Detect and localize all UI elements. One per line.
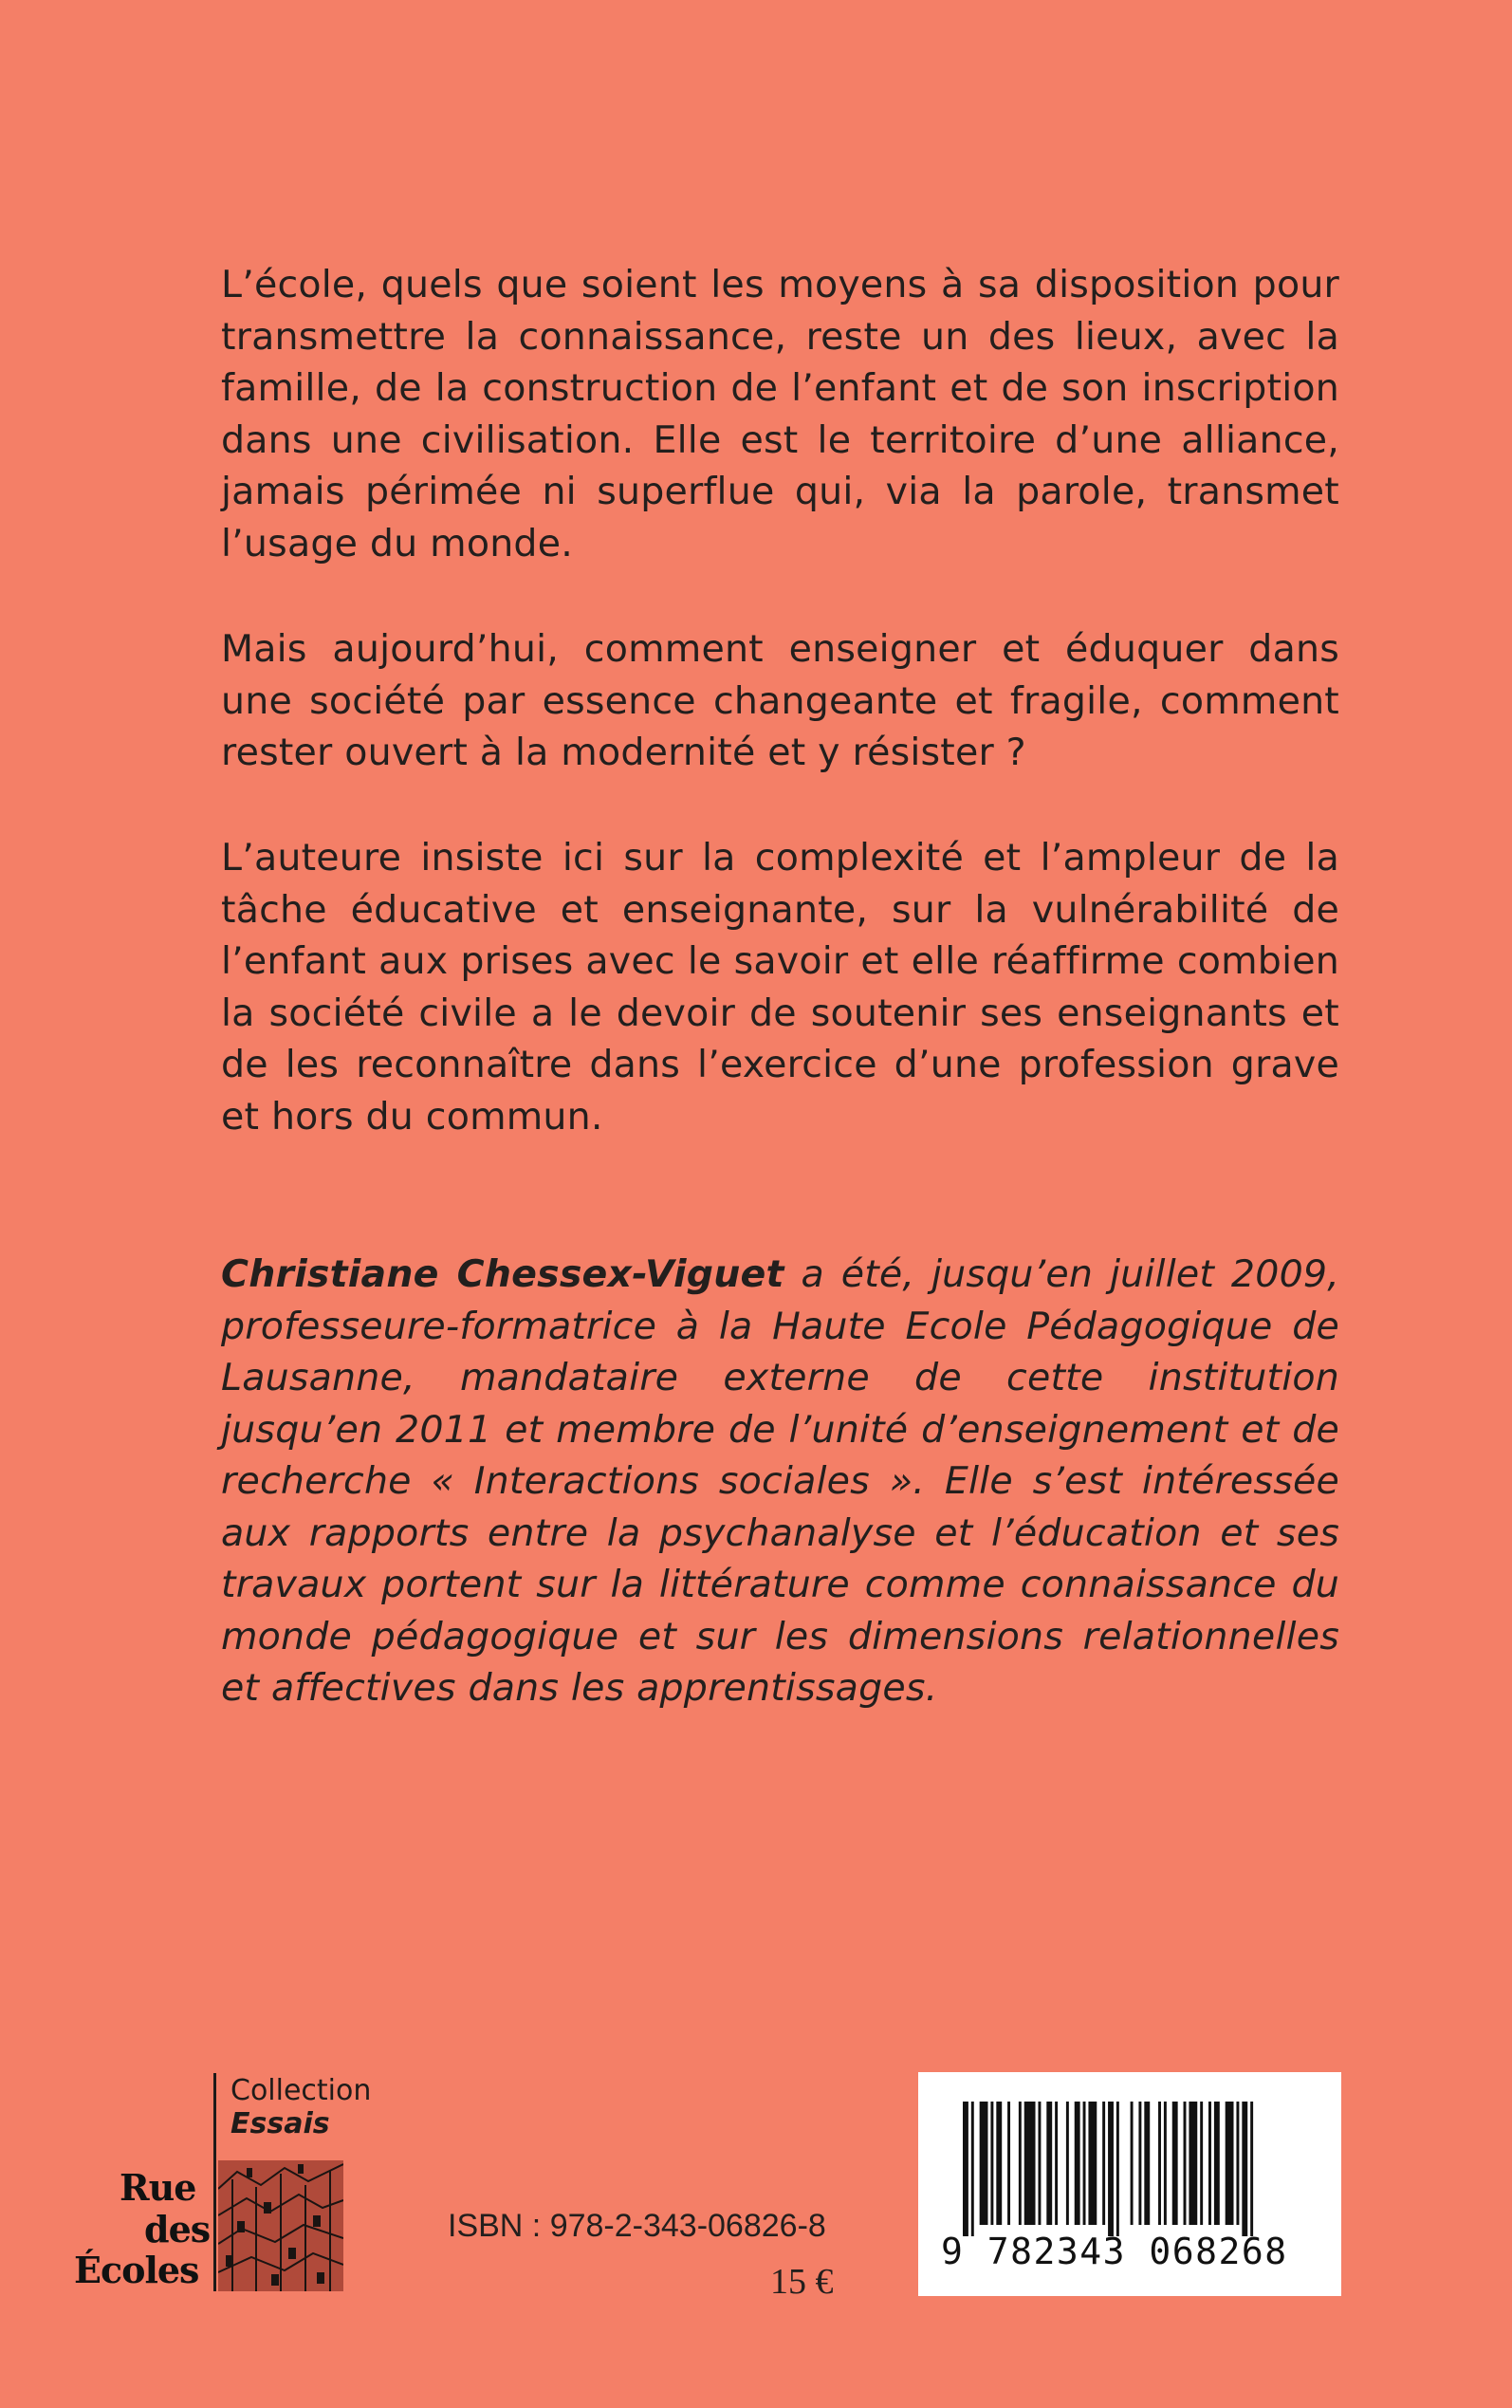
barcode-bar [980, 2102, 988, 2225]
summary-paragraph-2: Mais aujourd’hui, comment enseigner et éduquer dans une société par essence changeante et fragile, comment rester ouvert à la modernité et y résister ? [221, 627, 1339, 774]
author-bio [221, 1249, 1339, 1714]
barcode-bar [1200, 2102, 1203, 2225]
barcode-bar [1164, 2102, 1167, 2225]
barcode-bar [1007, 2102, 1010, 2225]
barcode-bar [963, 2102, 968, 2236]
barcode-bar [1242, 2102, 1247, 2236]
barcode-bar [1075, 2102, 1080, 2225]
barcode-bar [1019, 2102, 1022, 2225]
barcode-bar [1024, 2102, 1036, 2225]
barcode-bar [1144, 2102, 1150, 2225]
barcode-bar [990, 2102, 993, 2225]
barcode-bar [1066, 2102, 1069, 2225]
barcode-bar [1083, 2102, 1086, 2225]
barcode-bar [1046, 2102, 1052, 2225]
logo-word-ecoles: Écoles [74, 2249, 199, 2291]
collection-divider [213, 2073, 216, 2291]
logo-word-rue: Rue [120, 2166, 196, 2209]
author-name: Christiane Chessex-Viguet [221, 1252, 784, 1296]
barcode-bar [1158, 2102, 1161, 2225]
author-bio-text: a été, jusqu’en juillet 2009, professeure-formatrice à la Haute Ecole Pédagogique de Lausanne, mandataire externe de cette institution jusqu’en 2011 et membre de l’unité d’enseignement et de recherche « Interactions sociales ». Elle s’est intéressée aux rapports entre la psychanalyse et l’éducation et ses travaux portent sur la littérature comme connaissance du monde pédagogique et sur les dimensions relationnelles et affectives dans les apprentissages. [221, 1252, 1339, 1710]
barcode-bar [1038, 2102, 1041, 2225]
barcode-bar [1116, 2102, 1119, 2236]
barcode-bar [1108, 2102, 1114, 2236]
isbn: ISBN : 978-2-343-06826-8 [448, 2208, 826, 2244]
price: 15 € [770, 2262, 834, 2302]
barcode-bar [1214, 2102, 1220, 2225]
logo-word-des: des [144, 2208, 211, 2251]
collection-name: Essais [230, 2107, 330, 2140]
barcode-bar [1172, 2102, 1178, 2225]
barcode-bar [1055, 2102, 1058, 2225]
barcode-bar [1088, 2102, 1097, 2225]
barcode-bar [1131, 2102, 1134, 2225]
collection-label: Collection [230, 2074, 372, 2107]
rooftops-illustration-icon [218, 2160, 343, 2291]
barcode-bar [1226, 2102, 1234, 2225]
barcode-bar [1184, 2102, 1187, 2225]
barcode-bar [1208, 2102, 1211, 2225]
barcode-bar [996, 2102, 1002, 2225]
barcode-bar [1189, 2102, 1197, 2225]
barcode [918, 2072, 1341, 2296]
barcode-bar [971, 2102, 974, 2236]
barcode-bar [1138, 2102, 1141, 2225]
summary-paragraph-3: L’auteure insiste ici sur la complexité et l’ampleur de la tâche éducative et enseignante, sur la vulnérabilité de l’enfant aux prises avec le savoir et elle réaffirme combien la société civile a le devoir de soutenir ses enseignants et de les reconnaître dans l’exercice d’une profession grave et hors du commun. [221, 836, 1339, 1139]
barcode-bars [963, 2102, 1259, 2236]
barcode-bar [1102, 2102, 1105, 2225]
summary-paragraph-1: L’école, quels que soient les moyens à sa disposition pour transmettre la connaissance, reste un des lieux, avec la famille, de la construction de l’enfant et de son inscription dans une civilisation. Elle est le territoire d’une alliance, jamais périmée ni superflue qui, via la parole, transmet l’usage du monde. [221, 263, 1339, 565]
barcode-bar [1236, 2102, 1239, 2225]
barcode-bar [1250, 2102, 1253, 2236]
barcode-digits: 9 782343 068268 [941, 2231, 1288, 2272]
